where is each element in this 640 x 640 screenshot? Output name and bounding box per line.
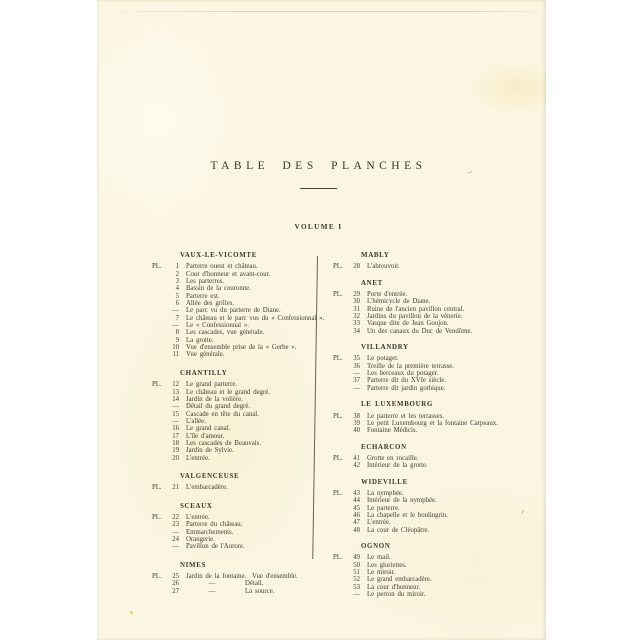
plate-row <box>333 306 541 313</box>
plate-desc: Allée des grilles. <box>186 300 235 308</box>
plate-number: 20 <box>172 454 179 462</box>
plate-desc: L'entrée. <box>367 519 391 527</box>
plate-row <box>333 505 541 512</box>
plate-number: 21 <box>172 484 179 492</box>
plate-number: 23 <box>172 521 179 529</box>
plate-number: 22 <box>172 513 179 521</box>
section-heading: CHANTILLY <box>180 369 228 377</box>
plate-section <box>152 473 316 492</box>
plate-row <box>333 554 541 561</box>
plate-row <box>152 543 316 550</box>
plate-desc: Intérieur de la nymphée. <box>367 497 437 505</box>
plate-row <box>333 569 541 576</box>
plate-desc: Emmarchements. <box>186 528 234 536</box>
plate-row <box>152 536 316 543</box>
plate-desc: Vue d'ensemble prise de la « Gerbe ». <box>186 344 297 352</box>
plate-desc: La cour de Cléopâtre. <box>367 526 430 534</box>
plate-number: 5 <box>175 292 179 300</box>
plate-desc-detail: Vue d'ensemble. <box>252 573 298 581</box>
plate-desc: L'hémicycle de Diane. <box>367 298 431 306</box>
plate-desc: — <box>208 587 216 595</box>
plate-row <box>333 420 541 427</box>
plate-row <box>152 418 316 425</box>
plate-number: 19 <box>172 447 179 455</box>
plate-number: 26 <box>172 580 179 588</box>
plate-number: 37 <box>353 377 360 385</box>
plate-desc: Jardin de Sylvie. <box>186 447 234 455</box>
plate-row <box>152 573 316 580</box>
section-heading: VILLANDRY <box>361 344 409 352</box>
plate-desc: Les cascades, vue générale. <box>186 329 265 337</box>
section-heading: LE LUXEMBOURG <box>361 401 434 409</box>
plate-number: — <box>172 417 179 425</box>
plate-row <box>333 328 541 335</box>
plate-row <box>333 497 541 504</box>
plate-label: PL. <box>333 412 343 420</box>
plate-number: 44 <box>353 497 360 505</box>
plate-row <box>152 293 316 300</box>
plate-row <box>333 490 541 497</box>
plate-desc: Détail du grand degré. <box>186 403 251 411</box>
plate-label: PL. <box>333 355 343 363</box>
plate-row <box>152 329 316 336</box>
plate-desc: Parterre dit du XVIe siècle. <box>367 377 446 385</box>
plate-row <box>152 396 316 403</box>
plate-number: 51 <box>353 569 360 576</box>
plate-row <box>333 562 541 569</box>
plate-desc: Treille de la première terrasse. <box>367 362 454 370</box>
plate-label: PL. <box>152 484 162 492</box>
plate-desc: Fontaine Médicis. <box>367 427 418 435</box>
plate-desc: L'abreuvoir. <box>367 263 400 271</box>
plate-number: 17 <box>172 432 179 440</box>
plate-row <box>333 455 541 462</box>
plate-section <box>152 562 316 595</box>
section-heading: WIDEVILLE <box>361 478 408 486</box>
section-heading: VALGENCEUSE <box>180 472 240 480</box>
plate-section <box>333 344 541 392</box>
plate-number: 28 <box>353 263 360 271</box>
plate-desc: Bassin de la couronne. <box>186 285 251 293</box>
plate-number: — <box>353 591 360 599</box>
plate-number: 10 <box>172 344 179 352</box>
plate-desc: Vasque dite de Jean Goujon. <box>367 320 449 328</box>
plate-number: — <box>172 307 179 315</box>
plate-number: 25 <box>172 573 179 581</box>
plate-number: 35 <box>353 355 360 363</box>
plate-desc: Le parterre. <box>367 504 400 512</box>
plate-number: 45 <box>353 504 360 512</box>
plate-number: 39 <box>353 419 360 427</box>
plate-row <box>333 576 541 583</box>
plate-section <box>333 543 541 598</box>
plate-desc: Le « Confessionnal ». <box>186 322 249 330</box>
plate-row <box>152 344 316 351</box>
book-page <box>97 0 546 640</box>
plate-number: 47 <box>353 519 360 527</box>
plate-desc: Le château et le grand degré. <box>186 388 270 396</box>
plate-number: 1 <box>175 263 179 271</box>
plate-row <box>333 370 541 377</box>
plate-label: PL. <box>333 291 343 299</box>
plate-desc: L'embarcadère. <box>186 484 228 492</box>
plate-desc: Le mail. <box>367 554 391 562</box>
plate-row <box>152 271 316 278</box>
paper-speck <box>130 611 133 614</box>
plate-desc: Intérieur de la grotte. <box>367 462 428 470</box>
plate-number: 48 <box>353 526 360 534</box>
plate-row <box>152 580 316 587</box>
plate-number: 53 <box>353 583 360 591</box>
plate-number: 32 <box>353 313 360 321</box>
plate-desc: Le grand canal. <box>186 425 231 433</box>
plate-number: 15 <box>172 410 179 418</box>
plate-section <box>333 401 541 434</box>
plate-row <box>333 512 541 519</box>
plate-row <box>333 298 541 305</box>
page-title: TABLE DES PLANCHES <box>210 160 427 172</box>
plate-desc: Le grand embarcadère. <box>367 576 432 584</box>
plate-number: 49 <box>353 554 360 562</box>
plate-section <box>333 479 541 534</box>
plate-row <box>152 337 316 344</box>
section-heading: NIMES <box>180 561 207 569</box>
plate-number: 18 <box>172 439 179 447</box>
plate-section <box>152 252 325 359</box>
plate-desc: L'entrée. <box>186 513 210 521</box>
plate-row <box>152 514 316 521</box>
plate-row <box>152 307 316 314</box>
plate-label: PL. <box>152 573 162 581</box>
plate-desc: Les gloriettes. <box>367 561 407 569</box>
plate-number: — <box>172 528 179 536</box>
plate-row <box>152 521 316 528</box>
plate-number: 12 <box>172 381 179 389</box>
plate-label: PL. <box>333 454 343 462</box>
plate-number: 13 <box>172 388 179 396</box>
plate-row <box>333 519 541 526</box>
plate-row <box>333 385 541 392</box>
plates-column-right <box>333 252 541 598</box>
plate-row <box>333 363 541 370</box>
plate-number: 3 <box>175 278 179 286</box>
plate-desc: L'allée. <box>186 417 206 425</box>
title-rule <box>300 188 337 189</box>
plate-number: 11 <box>172 351 179 359</box>
plate-row <box>333 462 541 469</box>
section-heading: VAUX-LE-VICOMTE <box>180 252 257 259</box>
plate-number: 52 <box>353 576 360 584</box>
plate-section <box>333 280 541 335</box>
plate-desc: Parterre est. <box>186 292 220 300</box>
plate-row <box>152 529 316 536</box>
plate-number: 27 <box>172 587 179 595</box>
plate-desc: Orangerie. <box>186 536 215 543</box>
plate-row <box>152 403 316 410</box>
plate-row <box>152 484 316 491</box>
plate-section <box>333 252 541 271</box>
plate-number: — <box>172 322 179 330</box>
plate-row <box>152 440 316 447</box>
plate-desc: Le perron du miroir. <box>367 591 426 599</box>
plate-desc: Le miroir. <box>367 569 396 576</box>
plate-number: — <box>172 403 179 411</box>
plate-row <box>333 584 541 591</box>
plate-number: 6 <box>175 300 179 308</box>
volume-label: VOLUME I <box>294 223 343 231</box>
plate-number: 29 <box>353 291 360 299</box>
plate-section <box>333 444 541 470</box>
plate-desc: Pavillon de l'Aurore. <box>186 543 245 551</box>
plate-desc: Le parc vu du parterre de Diane. <box>186 307 281 315</box>
plate-row <box>152 351 316 358</box>
plate-row <box>152 322 316 329</box>
plate-desc: L'île d'amour. <box>186 432 225 440</box>
plates-column-left <box>152 252 325 595</box>
plate-number: 36 <box>353 362 360 370</box>
plate-desc: Grotte en rocaille. <box>367 454 419 462</box>
plate-number: 16 <box>172 425 179 433</box>
plate-number: 50 <box>353 561 360 569</box>
plate-label: PL. <box>333 554 343 562</box>
plate-row <box>152 285 316 292</box>
section-heading: OGNON <box>361 542 391 550</box>
section-heading: MABLY <box>361 252 390 259</box>
plate-desc: Cascade en tête du canal. <box>186 410 259 418</box>
plate-number: 9 <box>175 336 179 344</box>
plate-row <box>152 381 316 388</box>
plate-number: 4 <box>175 285 179 293</box>
plate-number: 30 <box>353 298 360 306</box>
plate-desc-detail: La source. <box>245 587 275 595</box>
plate-desc: Les cascades de Beauvais. <box>186 439 262 447</box>
plate-row <box>152 455 316 462</box>
plate-number: 34 <box>353 327 360 335</box>
plate-row <box>152 447 316 454</box>
plate-number: 46 <box>353 511 360 519</box>
plate-desc: L'entrée. <box>186 454 210 462</box>
plate-row <box>152 300 316 307</box>
plate-number: 38 <box>353 412 360 420</box>
plate-section <box>152 370 316 462</box>
plate-desc: Le potager. <box>367 355 399 363</box>
plate-number: — <box>353 384 360 392</box>
plate-row <box>152 425 316 432</box>
plate-row <box>333 320 541 327</box>
plate-desc: Parterre dit jardin gothique. <box>367 384 446 392</box>
plate-row <box>333 377 541 384</box>
plate-number: 31 <box>353 305 360 313</box>
plate-desc: La grotte. <box>186 336 214 344</box>
plate-number: — <box>353 370 360 378</box>
plate-number: 43 <box>353 489 360 497</box>
plate-desc: Le grand parterre. <box>186 381 238 389</box>
plate-section <box>152 503 316 551</box>
plate-number: 2 <box>175 270 179 278</box>
plate-label: PL. <box>333 489 343 497</box>
plate-row <box>333 313 541 320</box>
plate-row <box>152 433 316 440</box>
plate-desc: La nymphée. <box>367 489 404 497</box>
plate-desc: Jardin de la volière. <box>186 395 243 403</box>
plate-desc: Le petit Luxembourg et la fontaine Carpeaux. <box>367 419 498 427</box>
plate-desc: Jardin de la fontaine. <box>186 573 247 581</box>
section-heading: ECHARCON <box>361 443 407 451</box>
plate-number: 8 <box>175 329 179 337</box>
plate-row <box>152 389 316 396</box>
plate-number: 42 <box>353 462 360 470</box>
plate-desc: Ruine de l'ancien pavillon central. <box>367 305 465 313</box>
plate-desc: La chapelle et le boulingrin. <box>367 511 448 519</box>
plate-number: 33 <box>353 320 360 328</box>
plate-row <box>333 427 541 434</box>
plate-number: 7 <box>175 314 179 322</box>
page-top-edge <box>97 11 546 12</box>
plate-number: 14 <box>172 395 179 403</box>
plate-row <box>333 527 541 534</box>
plate-desc: Le château et le parc vus du « Confessionnal ». <box>186 314 325 322</box>
plate-row <box>152 314 325 322</box>
plate-number: 41 <box>353 454 360 462</box>
plate-desc: Parterre du château. <box>186 521 243 529</box>
plate-desc: Parterre ouest et château. <box>186 263 258 271</box>
plate-row <box>152 278 316 285</box>
plate-desc: Vue générale. <box>186 351 225 359</box>
plate-desc: Porte d'entrée. <box>367 291 408 299</box>
plate-desc: Cour d'honneur et avant-cour. <box>186 270 271 278</box>
plate-desc: Jardins du pavillon de la vénerie. <box>367 313 463 321</box>
plate-desc: La cour d'honneur. <box>367 583 421 591</box>
plate-label: PL. <box>152 381 162 389</box>
plate-row <box>333 591 541 598</box>
paper-speck <box>466 168 472 173</box>
plate-desc-detail: Détail. <box>245 580 264 588</box>
plate-row <box>333 355 541 362</box>
plate-number: 24 <box>172 536 179 543</box>
plate-row <box>333 263 541 270</box>
plate-desc: Les berceaux du potager. <box>367 370 439 378</box>
plate-desc: Les parterres. <box>186 278 225 286</box>
plate-desc: Un des canaux du Duc de Vendôme. <box>367 327 473 335</box>
plate-label: PL. <box>152 263 162 271</box>
plate-row <box>152 411 316 418</box>
plate-number: — <box>172 543 179 551</box>
section-heading: SCEAUX <box>180 502 213 510</box>
plate-row <box>152 588 316 595</box>
plate-row <box>333 413 541 420</box>
plate-label: PL. <box>333 263 343 271</box>
plate-desc: Le parterre et les terrasses. <box>367 412 445 420</box>
plate-desc: — <box>208 580 216 588</box>
plate-number: 40 <box>353 427 360 435</box>
plate-row <box>333 291 541 298</box>
plate-row <box>152 263 316 270</box>
plate-label: PL. <box>152 513 162 521</box>
section-heading: ANET <box>361 279 383 287</box>
